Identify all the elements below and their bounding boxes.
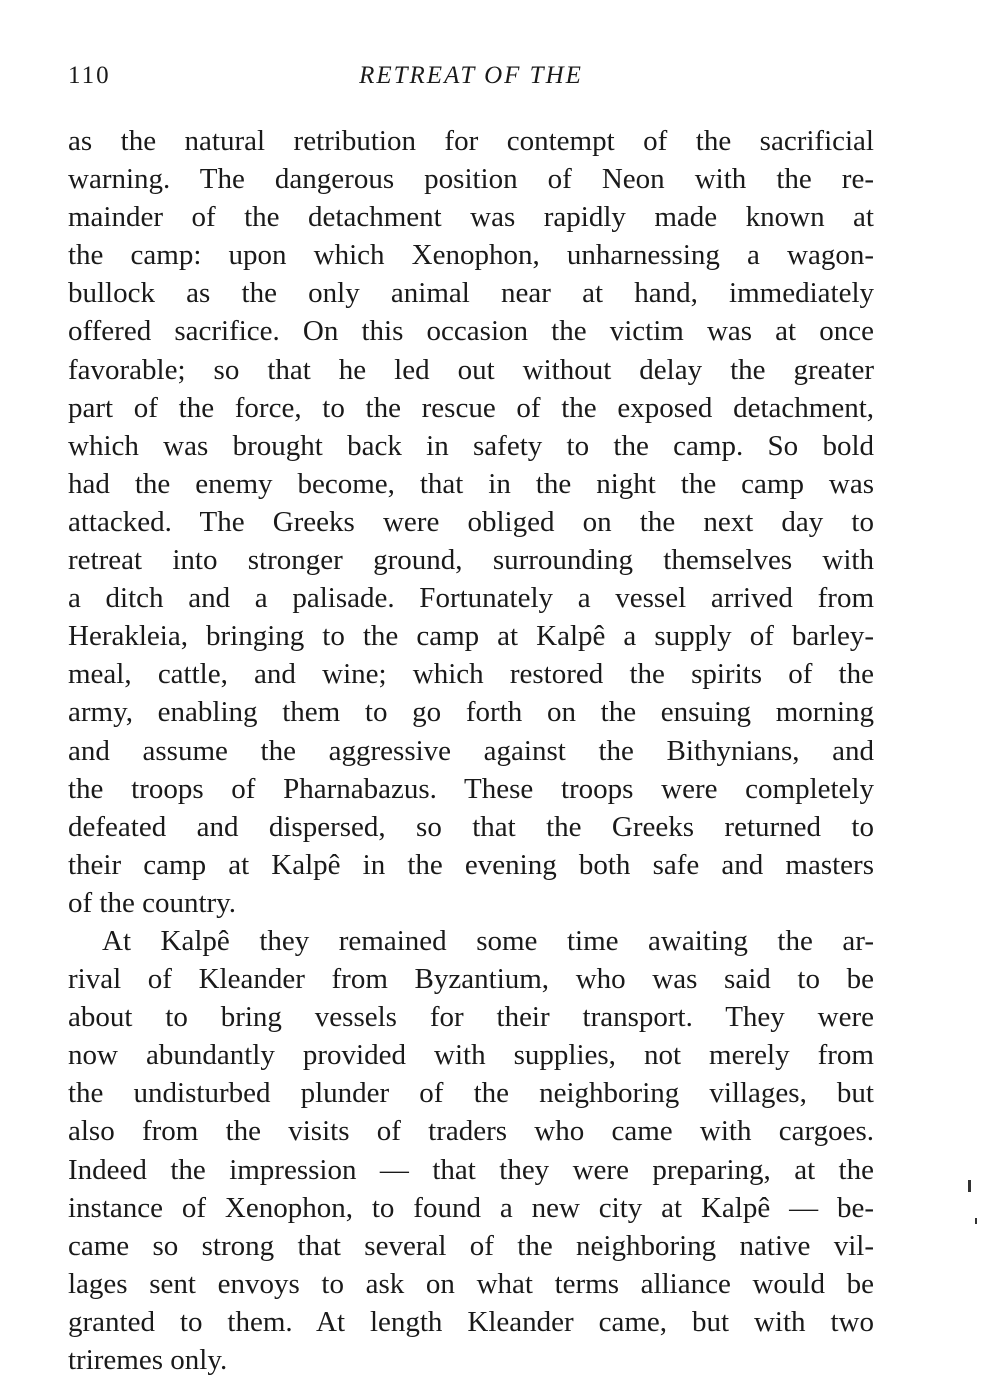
text-line: part of the force, to the rescue of the exposed detachment, [68, 391, 874, 424]
scan-speck [975, 1218, 977, 1224]
text-line: of the country. [68, 886, 237, 919]
text-line: defeated and dispersed, so that the Greeks returned to [68, 810, 874, 843]
body-text [68, 122, 874, 1379]
text-line: Herakleia, bringing to the camp at Kalpê a supply of barley- [68, 620, 874, 653]
text-line: now abundantly provided with supplies, not merely from [68, 1039, 874, 1072]
text-line: lages sent envoys to ask on what terms alliance would be [68, 1267, 874, 1300]
text-line: the troops of Pharnabazus. These troops were completely [68, 772, 874, 805]
paragraph-1 [68, 122, 874, 922]
text-line: favorable; so that he led out without delay the greater [68, 353, 874, 386]
text-line: a ditch and a palisade. Fortunately a vessel arrived from [68, 582, 874, 615]
text-line: about to bring vessels for their transport. They were [68, 1001, 874, 1034]
text-line: also from the visits of traders who came with cargoes. [68, 1115, 874, 1148]
text-line: meal, cattle, and wine; which restored the spirits of the [68, 658, 874, 691]
paragraph-2 [68, 922, 874, 1379]
text-line: instance of Xenophon, to found a new city at Kalpê — be- [68, 1191, 874, 1224]
text-line: retreat into stronger ground, surrounding themselves with [68, 544, 874, 577]
text-line: the undisturbed plunder of the neighboring villages, but [68, 1077, 874, 1110]
text-line: as the natural retribution for contempt of the sacrificial [68, 125, 874, 157]
text-line: rival of Kleander from Byzantium, who was said to be [68, 963, 874, 996]
text-line: came so strong that several of the neighboring native vil- [68, 1229, 874, 1262]
text-line: the camp: upon which Xenophon, unharnessing a wagon- [68, 239, 874, 272]
page-number: 110 [68, 62, 111, 89]
page-header [68, 62, 874, 96]
text-line: bullock as the only animal near at hand, immediately [68, 277, 874, 310]
text-line: offered sacrifice. On this occasion the victim was at once [68, 315, 874, 348]
text-line: mainder of the detachment was rapidly made known at [68, 201, 874, 234]
text-line: had the enemy become, that in the night the camp was [68, 467, 874, 500]
text-line: their camp at Kalpê in the evening both safe and masters [68, 848, 874, 881]
text-line: which was brought back in safety to the camp. So bold [68, 429, 874, 462]
text-line: granted to them. At length Kleander came, but with two [68, 1305, 874, 1338]
scan-speck [968, 1180, 971, 1192]
text-line: triremes only. [68, 1344, 228, 1376]
text-line: army, enabling them to go forth on the ensuing morning [68, 696, 874, 729]
text-line: warning. The dangerous position of Neon with the re- [68, 163, 874, 196]
text-line: At Kalpê they remained some time awaiting the ar- [102, 924, 874, 957]
text-line: Indeed the impression — that they were preparing, at the [68, 1153, 874, 1186]
running-head: RETREAT OF THE [359, 62, 583, 89]
text-line: and assume the aggressive against the Bithynians, and [68, 734, 874, 767]
text-line: attacked. The Greeks were obliged on the next day to [68, 505, 874, 538]
